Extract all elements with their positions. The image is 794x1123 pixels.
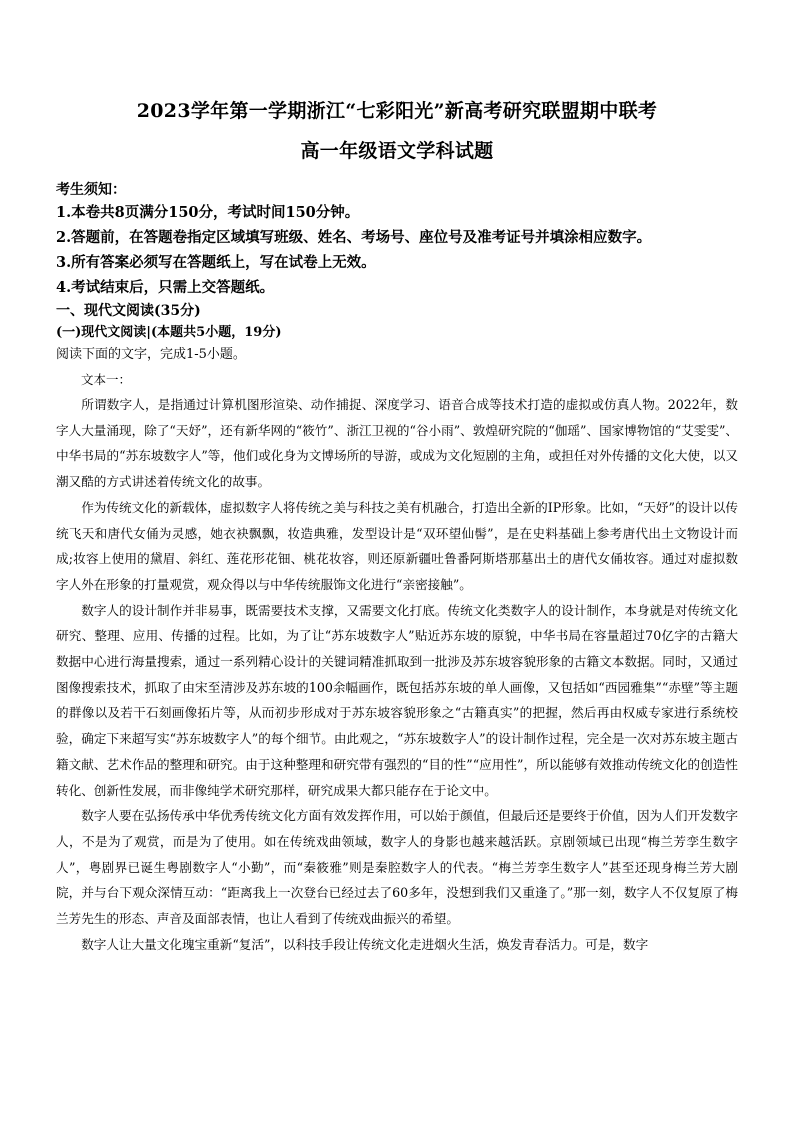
notice-item: 3.所有答案必须写在答题纸上，写在试卷上无效。 [56, 254, 376, 271]
passage-paragraph: 数字人的设计制作并非易事，既需要技术支撑，又需要文化打底。传统文化类数字人的设计制作，本身就是对传统文化研究、整理、应用、传播的过程。比如，为了让“苏东坡数字人”贴近苏东坡的原貌，中华书局在容量超过70亿字的古籍大数据中心进行海量搜索，通过一系列精心设计的关键词精准抓取到一批涉及苏东坡容貌形象的古籍文本数据。同时，又通过图像搜索技术，抓取了由宋至清涉及苏东坡的100余幅画作，既包括苏东坡的单人画像，又包括如“西园雅集”“赤壁”等主题的群像以及若干石刻画像拓片等，从而初步形成对于苏东坡容貌形象之“古籍真实”的把握，然后再由权威专家进行系统校验，确定下来超写实“苏东坡数字人”的每个细节。由此观之，“苏东坡数字人”的设计制作过程，完全是一次对苏东坡主题古籍文献、艺术作品的整理和研究。由于这种整理和研究带有强烈的“目的性”“应用性”，所以能够有效推动传统文化的创造性转化、创新性发展，而非像纯学术研究那样，研究成果大都只能存在于论文中。 [56, 602, 738, 798]
notice-item: 1.本卷共8页满分150分，考试时间150分钟。 [56, 204, 360, 221]
reading-passage [56, 392, 738, 957]
reading-instruction: 阅读下面的文字，完成1-5小题。 [56, 347, 246, 362]
passage-paragraph: 所谓数字人，是指通过计算机图形渲染、动作捕捉、深度学习、语音合成等技术打造的虚拟或仿真人物。2022年，数字人大量涌现，除了“天妤”，还有新华网的“筱竹”、浙江卫视的“谷小雨”、敦煌研究院的“伽瑶”、国家博物馆的“艾雯雯”、中华书局的“苏东坡数字人”等，他们或化身为文博场所的导游，或成为文化短剧的主角，或担任对外传播的文化大使，以又潮又酷的方式讲述着传统文化的故事。 [56, 397, 738, 490]
exam-title: 2023学年第一学期浙江“七彩阳光”新高考研究联盟期中联考 [136, 100, 658, 122]
notice-item: 4.考试结束后，只需上交答题纸。 [56, 279, 275, 296]
section-heading: 一、现代文阅读(35分) [56, 303, 201, 319]
exam-subtitle: 高一年级语文学科试题 [300, 140, 494, 162]
exam-notice [56, 180, 738, 300]
passage-paragraph: 作为传统文化的新载体，虚拟数字人将传统之美与科技之美有机融合，打造出全新的IP形象。比如，“天妤”的设计以传统飞天和唐代女俑为灵感，她衣袂飘飘，妆造典雅，发型设计是“双环望仙髻”，是在史料基础上参考唐代出土文物设计而成;妆容上使用的黛眉、斜红、莲花形花钿、桃花妆容，则还原新疆吐鲁番阿斯塔那墓出土的唐代女俑妆容。通过对虚拟数字人外在形象的打量观赏，观众得以与中华传统服饰文化进行“亲密接触”。 [56, 499, 738, 592]
passage-paragraph: 数字人让大量文化瑰宝重新“复活”，以科技手段让传统文化走进烟火生活，焕发青春活力。可是，数字 [81, 936, 649, 952]
exam-page [56, 90, 738, 957]
notice-item: 2.答题前，在答题卷指定区域填写班级、姓名、考场号、座位号及准考证号并填涂相应数字。 [56, 229, 652, 246]
notice-heading: 考生须知： [56, 182, 126, 198]
passage-paragraph: 数字人要在弘扬传承中华优秀传统文化方面有效发挥作用，可以始于颜值，但最后还是要终于价值，因为人们开发数字人，不是为了观赏，而是为了使用。如在传统戏曲领域，数字人的身影也越来越活跃。京剧领域已出现“梅兰芳孪生数字人”，粤剧界已诞生粤剧数字人“小勤”，而“秦筱雅”则是秦腔数字人的代表。“梅兰芳孪生数字人”甚至还现身梅兰芳大剧院，并与台下观众深情互动：“距离我上一次登台已经过去了60多年，没想到我们又重逢了。”那一刻，数字人不仅复原了梅兰芳先生的形态、声音及面部表情，也让人看到了传统戏曲振兴的希望。 [56, 808, 738, 927]
text-label: 文本一： [81, 372, 132, 387]
subsection-heading: (一)现代文阅读|(本题共5小题，19分) [56, 325, 282, 340]
